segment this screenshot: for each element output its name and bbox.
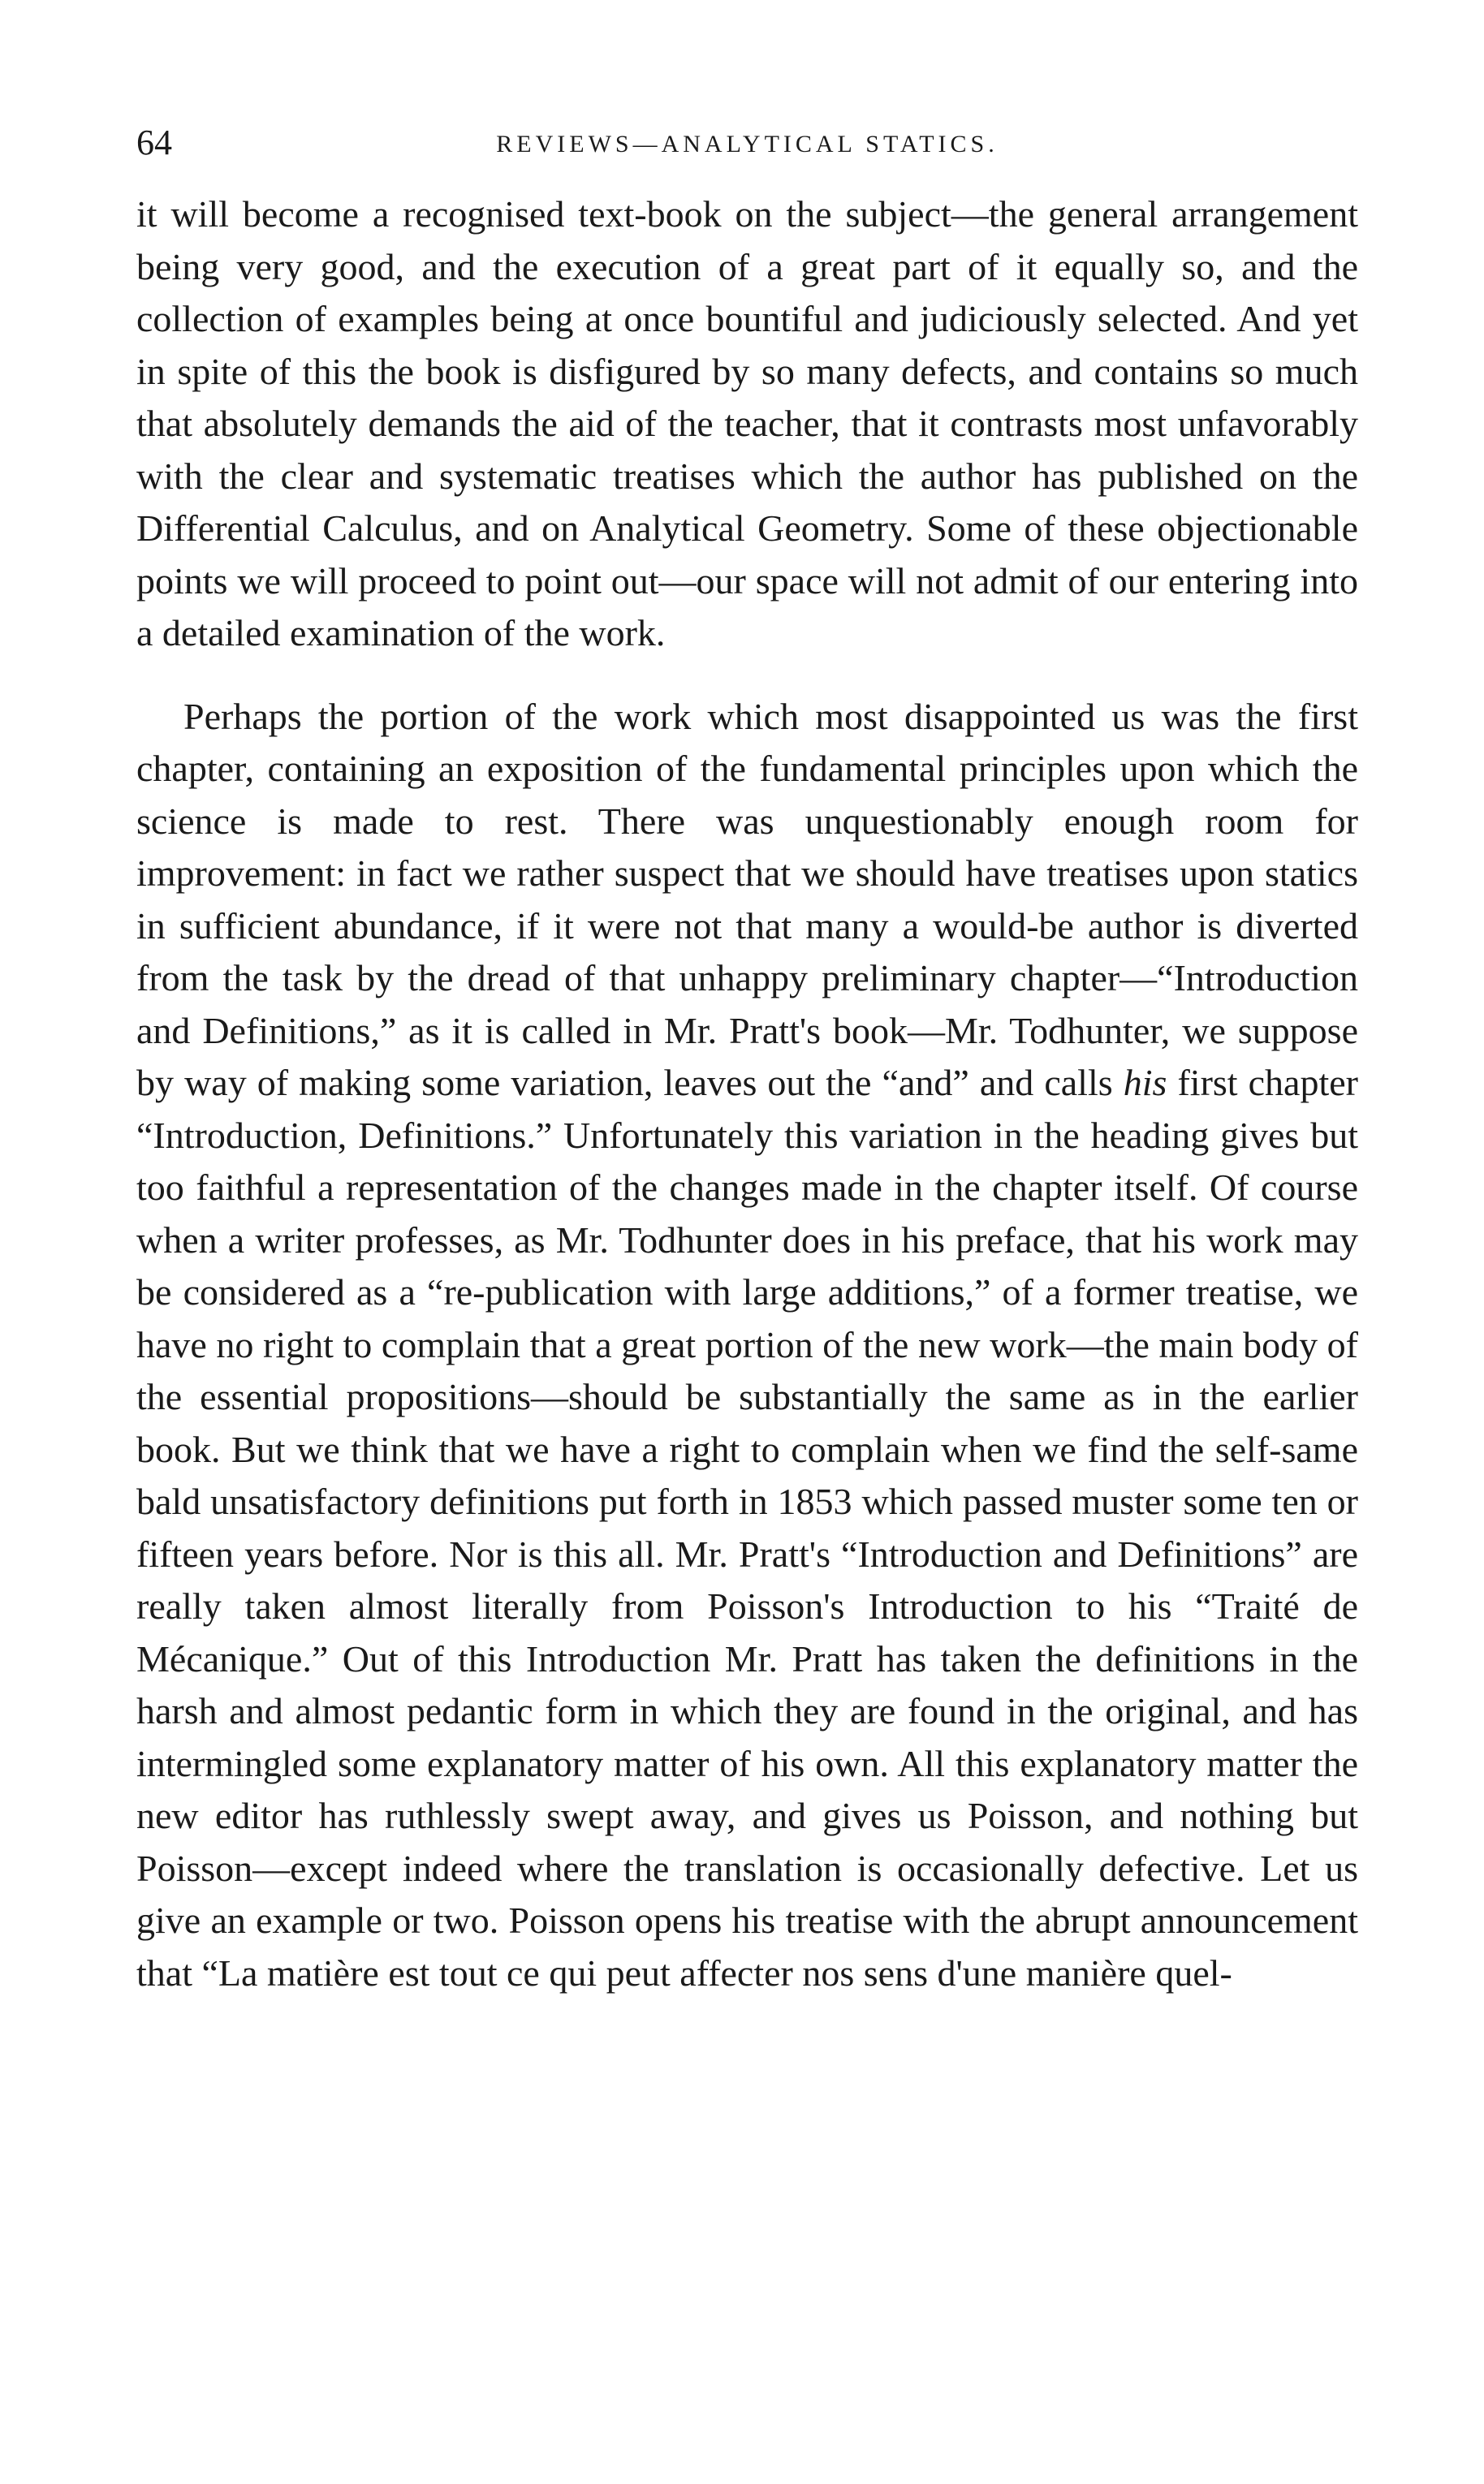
running-head bbox=[136, 120, 1358, 177]
paragraph-2-text-start: Perhaps the portion of the work which most disappointed us was the first chapter, containing an exposition of the fundamental principles upon which the science is made to rest. There was unquestionably enough room for improvement: in fact we rather suspect that we should have treatises upon statics in sufficient abundance, if it were not that many a would-be author is diverted from the task by the dread of that unhappy preliminary chapter—“Introduction and Definitions,” as it is called in Mr. Pratt's book—Mr. Todhunter, we suppose by way of making some variation, leaves out the “and” and calls bbox=[136, 695, 1358, 1103]
book-page bbox=[136, 120, 1358, 2458]
paragraph-2 bbox=[136, 691, 1358, 2000]
running-head-title: REVIEWS—ANALYTICAL STATICS. bbox=[496, 131, 999, 157]
paragraph-2-emphasis: his bbox=[1123, 1062, 1167, 1103]
page-number: 64 bbox=[136, 123, 172, 162]
paragraph-2-text-end: first chapter “Introduction, Definitions.” Unfortunately this variation in the heading gives but too faithful a representation of the changes made in the chapter itself. Of course when a writer professes, as Mr. Todhunter does in his preface, that his work may be considered as a “re-publication with large additions,” of a former treatise, we have no right to complain that a great portion of the new work—the main body of the essential propositions—should be substantially the same as in the earlier book. But we think that we have a right to complain when we find the self-same bald unsatisfactory definitions put forth in 1853 which passed muster some ten or fifteen years before. Nor is this all. Mr. Pratt's “Introduction and Definitions” are really taken almost literally from Poisson's Introduction to his “Traité de Mécanique.” Out of this Introduction Mr. Pratt has taken the definitions in the harsh and almost pedantic form in which they are found in the original, and has intermingled some explanatory matter of his own. All this explanatory matter the new editor has ruthlessly swept away, and gives us Poisson, and nothing but Poisson—except indeed where the translation is occasionally defective. Let us give an example or two. Poisson opens his treatise with the abrupt announcement that “La matière est tout ce qui peut affecter nos sens d'une manière quel- bbox=[136, 1062, 1358, 1994]
paragraph-1: it will become a recognised text-book on the subject—the general arrangement being very good, and the execution of a great part of it equally so, and the collection of examples being at once bountiful and judiciously selected. And yet in spite of this the book is disfigured by so many defects, and contains so much that absolutely demands the aid of the teacher, that it contrasts most unfavorably with the clear and systematic treatises which the author has published on the Differential Calculus, and on Analytical Geometry. Some of these objectionable points we will proceed to point out—our space will not admit of our entering into a detailed examination of the work. bbox=[136, 193, 1358, 653]
